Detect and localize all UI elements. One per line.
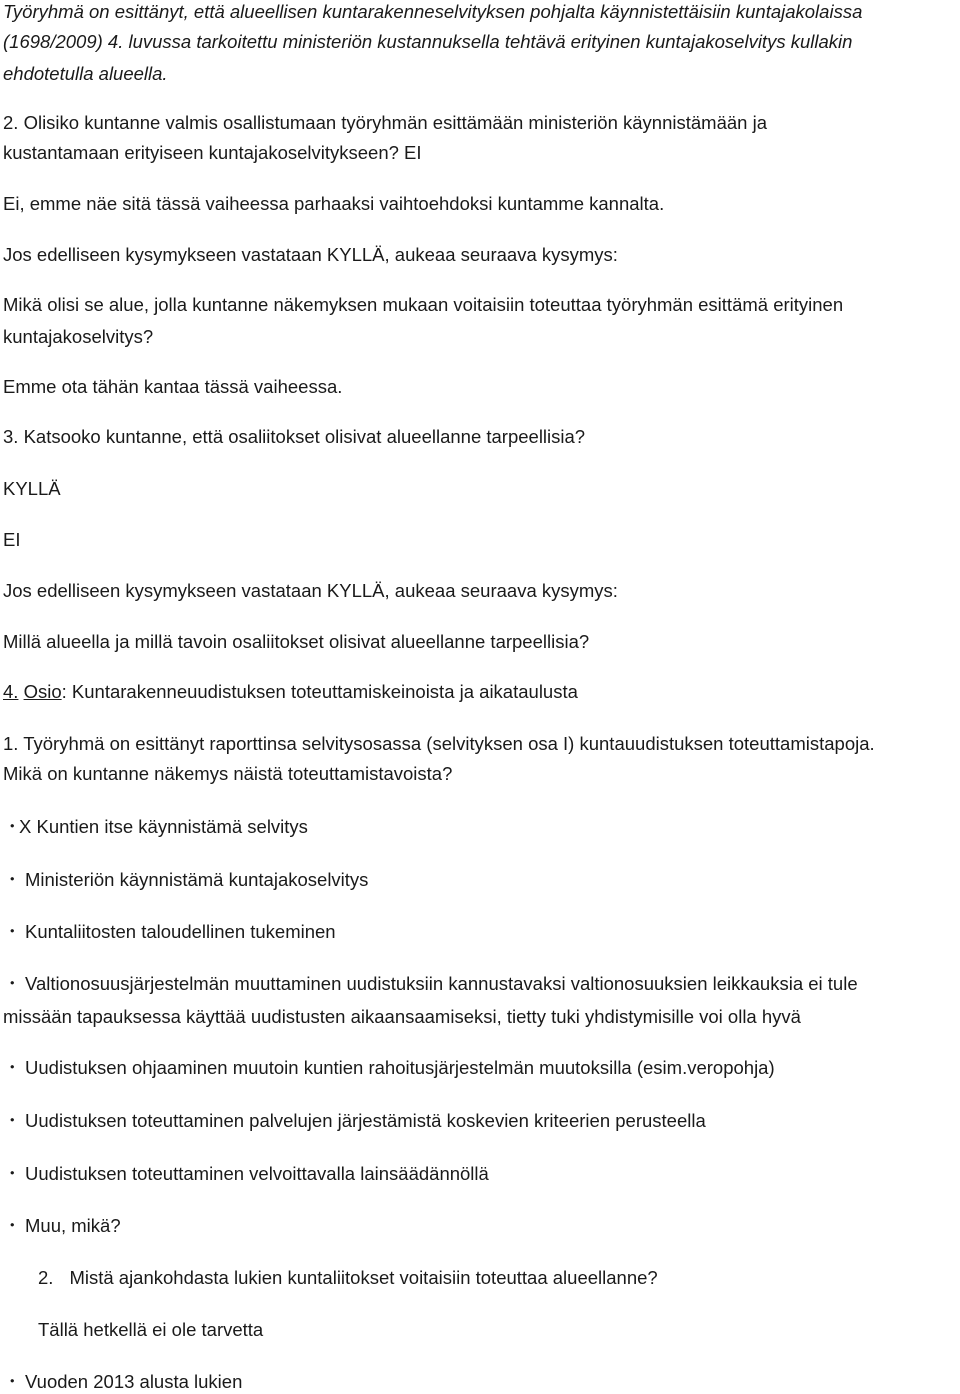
option-label: Vuoden 2013 alusta lukien — [25, 1371, 243, 1392]
q2-followup-line-2: kuntajakoselvitys? — [3, 326, 154, 347]
bullet-icon: ・ — [3, 1110, 22, 1131]
option-item-last — [3, 1370, 242, 1394]
bullet-icon: ・ — [3, 1163, 22, 1184]
option-label: Uudistuksen ohjaaminen muutoin kuntien rahoitusjärjestelmän muutoksilla (esim.veropohja) — [25, 1057, 775, 1078]
q4-1-line-1: 1. Työryhmä on esittänyt raporttinsa selvitysosassa (selvityksen osa I) kuntauudistuksen toteuttamistapoja. — [3, 733, 875, 754]
q2-followup-intro: Jos edelliseen kysymykseen vastataan KYLLÄ, aukeaa seuraava kysymys: — [3, 244, 618, 265]
option-label: Kuntaliitosten taloudellinen tukeminen — [25, 921, 336, 942]
q4-2-number: 2. — [38, 1267, 54, 1288]
intro-line-2: (1698/2009) 4. luvussa tarkoitettu ministeriön kustannuksella tehtävä erityinen kuntajakoselvitys kullakin — [3, 31, 853, 52]
q3-option-no: EI — [3, 529, 21, 550]
q2-answer: Ei, emme näe sitä tässä vaiheessa parhaaksi vaihtoehdoksi kuntamme kannalta. — [3, 193, 665, 214]
q2-line-1: 2. Olisiko kuntanne valmis osallistumaan työryhmän esittämään ministeriön käynnistämään ja — [3, 112, 767, 133]
bullet-icon: ・ — [3, 1215, 22, 1236]
bullet-icon: ・ — [3, 973, 22, 994]
option-item — [3, 868, 368, 892]
option-label: Ministeriön käynnistämä kuntajakoselvitys — [25, 869, 369, 890]
q4-1-line-2: Mikä on kuntanne näkemys näistä toteuttamistavoista? — [3, 763, 453, 784]
bullet-icon: ・ — [3, 816, 22, 837]
intro-line-1: Työryhmä on esittänyt, että alueellisen kuntarakenneselvityksen pohjalta käynnistettäisiin kuntajakolaissa — [3, 1, 863, 22]
bullet-icon: ・ — [3, 869, 22, 890]
q2-followup-line-1: Mikä olisi se alue, jolla kuntanne näkemyksen mukaan voitaisiin toteuttaa työryhmän esittämä erityinen — [3, 294, 844, 315]
section-4-number: 4. — [3, 681, 19, 702]
section-4-osio: Osio — [23, 681, 62, 702]
option-label: Valtionosuusjärjestelmän muuttaminen uudistuksiin kannustavaksi valtionosuuksien leikkauksia ei tule — [25, 973, 858, 994]
option-item — [3, 920, 336, 944]
option-item — [3, 1162, 489, 1186]
option-item — [3, 815, 308, 839]
option-label: X Kuntien itse käynnistämä selvitys — [19, 816, 308, 837]
option-item — [3, 972, 858, 996]
q4-2-answer: Tällä hetkellä ei ole tarvetta — [38, 1319, 264, 1340]
bullet-icon: ・ — [3, 1057, 22, 1078]
q3-followup-intro: Jos edelliseen kysymykseen vastataan KYLLÄ, aukeaa seuraava kysymys: — [3, 580, 618, 601]
q2-followup-answer: Emme ota tähän kantaa tässä vaiheessa. — [3, 376, 343, 397]
q3-followup-question: Millä alueella ja millä tavoin osaliitokset olisivat alueellanne tarpeellisia? — [3, 631, 590, 652]
option-item — [3, 1056, 775, 1080]
q2-line-2: kustantamaan erityiseen kuntajakoselvitykseen? EI — [3, 142, 422, 163]
q4-2-question — [38, 1266, 658, 1290]
section-4-heading — [3, 680, 578, 704]
q3-option-yes: KYLLÄ — [3, 478, 61, 499]
q3-question: 3. Katsooko kuntanne, että osaliitokset olisivat alueellanne tarpeellisia? — [3, 426, 586, 447]
option-item-continuation: missään tapauksessa käyttää uudistusten aikaansaamiseksi, tietty tuki yhdistymisille voi olla hyvä — [3, 1006, 801, 1027]
q4-2-question-text: Mistä ajankohdasta lukien kuntaliitokset voitaisiin toteuttaa alueellanne? — [69, 1267, 658, 1288]
option-label: Uudistuksen toteuttaminen velvoittavalla lainsäädännöllä — [25, 1163, 489, 1184]
intro-line-3: ehdotetulla alueella. — [3, 63, 168, 84]
option-label: Uudistuksen toteuttaminen palvelujen järjestämistä koskevien kriteerien perusteella — [25, 1110, 706, 1131]
bullet-icon: ・ — [3, 1371, 22, 1392]
option-item — [3, 1109, 706, 1133]
option-label: Muu, mikä? — [25, 1215, 121, 1236]
option-item — [3, 1214, 121, 1238]
section-4-title: : Kuntarakenneuudistuksen toteuttamiskeinoista ja aikataulusta — [61, 681, 578, 702]
bullet-icon: ・ — [3, 921, 22, 942]
